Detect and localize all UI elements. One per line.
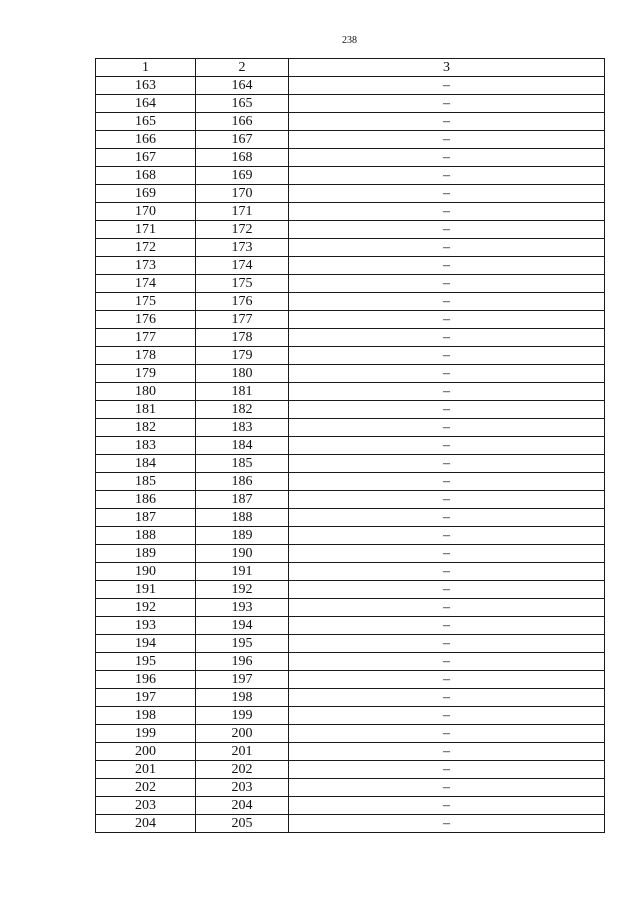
table-row xyxy=(96,293,605,311)
table-cell-col-3: – xyxy=(289,761,605,779)
table-row xyxy=(96,707,605,725)
table-row xyxy=(96,437,605,455)
table-row xyxy=(96,689,605,707)
table-cell-col-1: 184 xyxy=(96,455,196,473)
table-cell-col-1: 166 xyxy=(96,131,196,149)
table-cell-col-2: 181 xyxy=(196,383,289,401)
table-cell-col-3: – xyxy=(289,653,605,671)
table-row xyxy=(96,203,605,221)
table-cell-col-2: 166 xyxy=(196,113,289,131)
table-cell-col-2: 168 xyxy=(196,149,289,167)
table-cell-col-3: – xyxy=(289,401,605,419)
table-cell-col-1: 182 xyxy=(96,419,196,437)
table-cell-col-1: 183 xyxy=(96,437,196,455)
table-cell-col-1: 163 xyxy=(96,77,196,95)
table-cell-col-1: 180 xyxy=(96,383,196,401)
table-row xyxy=(96,257,605,275)
table-row xyxy=(96,77,605,95)
table-cell-col-1: 204 xyxy=(96,815,196,833)
table-cell-col-3: – xyxy=(289,149,605,167)
table-cell-col-1: 187 xyxy=(96,509,196,527)
table-row xyxy=(96,617,605,635)
table-cell-col-3: – xyxy=(289,239,605,257)
table-cell-col-2: 203 xyxy=(196,779,289,797)
table-cell-col-2: 164 xyxy=(196,77,289,95)
table-cell-col-2: 177 xyxy=(196,311,289,329)
column-header-3: 3 xyxy=(289,59,605,77)
table-cell-col-1: 199 xyxy=(96,725,196,743)
table-cell-col-2: 201 xyxy=(196,743,289,761)
table-cell-col-2: 188 xyxy=(196,509,289,527)
table-cell-col-2: 169 xyxy=(196,167,289,185)
table-cell-col-2: 180 xyxy=(196,365,289,383)
table-row xyxy=(96,365,605,383)
table-cell-col-2: 192 xyxy=(196,581,289,599)
table-row xyxy=(96,599,605,617)
table-row xyxy=(96,167,605,185)
table-cell-col-3: – xyxy=(289,185,605,203)
table-cell-col-1: 170 xyxy=(96,203,196,221)
table-cell-col-2: 176 xyxy=(196,293,289,311)
table-cell-col-3: – xyxy=(289,797,605,815)
table-cell-col-1: 173 xyxy=(96,257,196,275)
table-cell-col-1: 198 xyxy=(96,707,196,725)
table-cell-col-1: 202 xyxy=(96,779,196,797)
table-cell-col-3: – xyxy=(289,329,605,347)
table-row xyxy=(96,671,605,689)
table-cell-col-2: 185 xyxy=(196,455,289,473)
table-cell-col-1: 203 xyxy=(96,797,196,815)
table-cell-col-3: – xyxy=(289,671,605,689)
table-cell-col-3: – xyxy=(289,95,605,113)
table-cell-col-3: – xyxy=(289,455,605,473)
table-row xyxy=(96,743,605,761)
table-cell-col-1: 197 xyxy=(96,689,196,707)
table-cell-col-3: – xyxy=(289,617,605,635)
table-cell-col-1: 176 xyxy=(96,311,196,329)
table-cell-col-3: – xyxy=(289,131,605,149)
table-cell-col-2: 189 xyxy=(196,527,289,545)
table-row xyxy=(96,545,605,563)
table-cell-col-3: – xyxy=(289,509,605,527)
table-cell-col-1: 190 xyxy=(96,563,196,581)
table-row xyxy=(96,635,605,653)
table-cell-col-1: 201 xyxy=(96,761,196,779)
table-cell-col-1: 196 xyxy=(96,671,196,689)
table-cell-col-3: – xyxy=(289,545,605,563)
table-cell-col-2: 193 xyxy=(196,599,289,617)
table-cell-col-3: – xyxy=(289,527,605,545)
table-cell-col-2: 187 xyxy=(196,491,289,509)
table-cell-col-2: 194 xyxy=(196,617,289,635)
table-cell-col-1: 177 xyxy=(96,329,196,347)
table-cell-col-3: – xyxy=(289,815,605,833)
table-cell-col-3: – xyxy=(289,635,605,653)
table-cell-col-3: – xyxy=(289,689,605,707)
data-table xyxy=(95,58,605,833)
table-cell-col-2: 205 xyxy=(196,815,289,833)
table-cell-col-2: 167 xyxy=(196,131,289,149)
table-cell-col-3: – xyxy=(289,383,605,401)
table-cell-col-3: – xyxy=(289,275,605,293)
table-cell-col-3: – xyxy=(289,167,605,185)
table-row xyxy=(96,491,605,509)
table-row xyxy=(96,653,605,671)
table-cell-col-2: 190 xyxy=(196,545,289,563)
column-header-1: 1 xyxy=(96,59,196,77)
table-cell-col-3: – xyxy=(289,725,605,743)
table-header xyxy=(96,59,605,77)
table-cell-col-2: 202 xyxy=(196,761,289,779)
table-cell-col-1: 191 xyxy=(96,581,196,599)
table-row xyxy=(96,149,605,167)
table-cell-col-1: 165 xyxy=(96,113,196,131)
table-cell-col-1: 175 xyxy=(96,293,196,311)
table-cell-col-2: 174 xyxy=(196,257,289,275)
table-row xyxy=(96,725,605,743)
table-cell-col-2: 183 xyxy=(196,419,289,437)
header-row xyxy=(96,59,605,77)
table-cell-col-3: – xyxy=(289,581,605,599)
table-cell-col-2: 178 xyxy=(196,329,289,347)
table-row xyxy=(96,419,605,437)
table-cell-col-3: – xyxy=(289,599,605,617)
table-row xyxy=(96,239,605,257)
table-cell-col-1: 181 xyxy=(96,401,196,419)
table-row xyxy=(96,221,605,239)
table-cell-col-2: 198 xyxy=(196,689,289,707)
table-cell-col-3: – xyxy=(289,491,605,509)
table-cell-col-3: – xyxy=(289,419,605,437)
table-cell-col-2: 196 xyxy=(196,653,289,671)
table-cell-col-1: 188 xyxy=(96,527,196,545)
table-cell-col-1: 174 xyxy=(96,275,196,293)
table-cell-col-2: 197 xyxy=(196,671,289,689)
table-cell-col-1: 189 xyxy=(96,545,196,563)
table-cell-col-3: – xyxy=(289,257,605,275)
table-row xyxy=(96,527,605,545)
table-row xyxy=(96,797,605,815)
table-cell-col-2: 186 xyxy=(196,473,289,491)
table-cell-col-3: – xyxy=(289,437,605,455)
table-row xyxy=(96,383,605,401)
table-cell-col-2: 175 xyxy=(196,275,289,293)
table-cell-col-1: 193 xyxy=(96,617,196,635)
table-cell-col-3: – xyxy=(289,563,605,581)
table-cell-col-1: 167 xyxy=(96,149,196,167)
table-cell-col-2: 204 xyxy=(196,797,289,815)
table-cell-col-3: – xyxy=(289,347,605,365)
table-cell-col-3: – xyxy=(289,779,605,797)
table-cell-col-2: 182 xyxy=(196,401,289,419)
table-cell-col-1: 169 xyxy=(96,185,196,203)
page-number: 238 xyxy=(342,35,357,46)
table-cell-col-1: 178 xyxy=(96,347,196,365)
column-header-2: 2 xyxy=(196,59,289,77)
table-cell-col-2: 172 xyxy=(196,221,289,239)
table-cell-col-1: 195 xyxy=(96,653,196,671)
table-row xyxy=(96,455,605,473)
table-row xyxy=(96,581,605,599)
table-cell-col-1: 171 xyxy=(96,221,196,239)
table-cell-col-3: – xyxy=(289,365,605,383)
table-cell-col-3: – xyxy=(289,293,605,311)
table-row xyxy=(96,401,605,419)
table-cell-col-2: 195 xyxy=(196,635,289,653)
table-row xyxy=(96,815,605,833)
table-cell-col-2: 173 xyxy=(196,239,289,257)
table-cell-col-1: 185 xyxy=(96,473,196,491)
table-cell-col-2: 165 xyxy=(196,95,289,113)
table-row xyxy=(96,509,605,527)
table-row xyxy=(96,563,605,581)
table-row xyxy=(96,311,605,329)
table-row xyxy=(96,347,605,365)
table-cell-col-1: 172 xyxy=(96,239,196,257)
table-cell-col-1: 164 xyxy=(96,95,196,113)
table-cell-col-1: 192 xyxy=(96,599,196,617)
table-cell-col-3: – xyxy=(289,77,605,95)
table-cell-col-3: – xyxy=(289,203,605,221)
table-body xyxy=(96,77,605,833)
table-row xyxy=(96,473,605,491)
table-cell-col-2: 199 xyxy=(196,707,289,725)
table-cell-col-2: 191 xyxy=(196,563,289,581)
table-cell-col-3: – xyxy=(289,473,605,491)
table-cell-col-2: 184 xyxy=(196,437,289,455)
table-cell-col-2: 179 xyxy=(196,347,289,365)
table-cell-col-1: 186 xyxy=(96,491,196,509)
table-cell-col-3: – xyxy=(289,707,605,725)
table-row xyxy=(96,329,605,347)
table-row xyxy=(96,779,605,797)
table-cell-col-3: – xyxy=(289,113,605,131)
table-row xyxy=(96,761,605,779)
table-cell-col-2: 200 xyxy=(196,725,289,743)
table-row xyxy=(96,275,605,293)
table-cell-col-3: – xyxy=(289,311,605,329)
table-row xyxy=(96,95,605,113)
table-row xyxy=(96,185,605,203)
table-row xyxy=(96,113,605,131)
table-cell-col-3: – xyxy=(289,221,605,239)
table-cell-col-1: 194 xyxy=(96,635,196,653)
table-cell-col-1: 168 xyxy=(96,167,196,185)
table-cell-col-3: – xyxy=(289,743,605,761)
table-cell-col-2: 171 xyxy=(196,203,289,221)
table-cell-col-1: 200 xyxy=(96,743,196,761)
table-row xyxy=(96,131,605,149)
table-cell-col-2: 170 xyxy=(196,185,289,203)
table-cell-col-1: 179 xyxy=(96,365,196,383)
